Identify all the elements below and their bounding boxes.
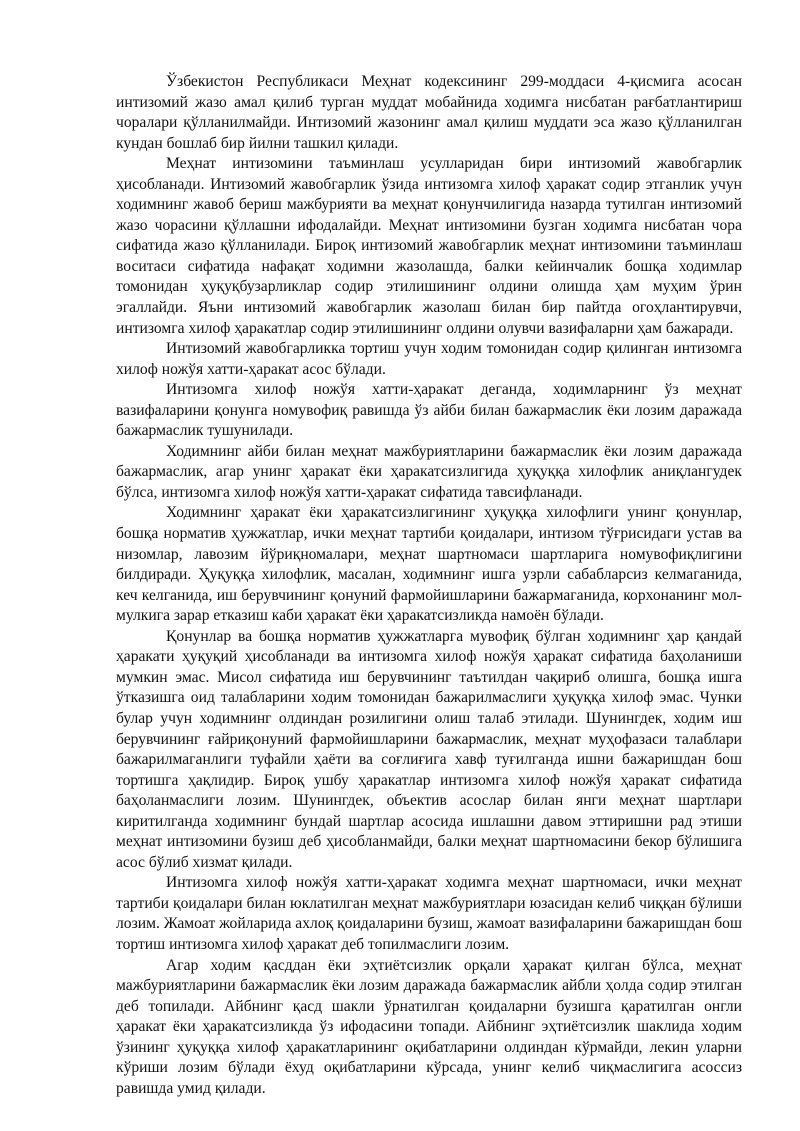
paragraph: Ходимнинг айби билан меҳнат мажбуриятларини бажармаслик ёки лозим даражада бажармаслик, агар унинг ҳаракат ёки ҳаракатсизлигида ҳуқуққа хилофлик аниқлангудек бўлса, интизомга хилоф ножўя хатти-ҳаракат сифатида тавсифланади. — [116, 442, 742, 501]
paragraph: Меҳнат интизомини таъминлаш усулларидан бири интизомий жавобгарлик ҳисобланади. Интизомий жавобгарлик ўзида интизомга хилоф ҳаракат содир этганлик учун ходимнинг жавоб бериш мажбурияти ва меҳнат қонунчилигида назарда тутилган интизомий жазо чорасини қўллашни ифодалайди. Меҳнат интизомини бузган ходимга нисбатан чора сифатида жазо қўлланилади. Бироқ интизомий жавобгарлик меҳнат интизомини таъминлаш воситаси сифатида нафақат ходимни жазолашда, балки кейинчалик бошқа ходимлар томонидан ҳуқуқбузарликлар содир этилишининг олдини олишда ҳам муҳим ўрин эгаллайди. Яъни интизомий жавобгарлик жазолаш билан бир пайтда огоҳлантирувчи, интизомга хилоф ҳаракатлар содир этилишининг олдини олувчи вазифаларни ҳам бажаради. — [116, 155, 742, 337]
document-page — [116, 72, 742, 1099]
paragraph: Агар ходим қасддан ёки эҳтиётсизлик орқали ҳаракат қилган бўлса, меҳнат мажбуриятларини бажармаслик ёки лозим даражада бажармаслик айбли ҳолда содир этилган деб топилади. Айбнинг қасд шакли ўрнатилган қоидаларни бузишга қаратилган онгли ҳаракат ёки ҳаракатсизликда ўз ифодасини топади. Айбнинг эҳтиётсизлик шаклида ходим ўзининг ҳуқуққа хилоф ҳаракатларининг оқибатларини олдиндан кўрмайди, лекин уларни кўриши лозим бўлади ёхуд оқибатларини кўрсада, унинг келиб чиқмаслигига асоссиз равишда умид қилади. — [116, 956, 742, 1097]
paragraph: Қонунлар ва бошқа норматив ҳужжатларга мувофиқ бўлган ходимнинг ҳар қандай ҳаракати ҳуқуқий ҳисобланади ва интизомга хилоф ножўя ҳаракат сифатида баҳоланиши мумкин эмас. Мисол сифатида иш берувчининг таътилдан чақириб олишга, бошқа ишга ўтказишга оид талабларини ходим томонидан бажарилмаслиги ҳуқуққа хилоф эмас. Чунки булар учун ходимнинг олдиндан розилигини олиш талаб этилади. Шунингдек, ходим иш берувчининг ғайриқонуний фармойишларини бажармаслик, меҳнат муҳофазаси талаблари бажарилмаганлиги туфайли ҳаёти ва соғлиғига хавф туғилганда ишни бажаришдан бош тортишга ҳақлидир. Бироқ ушбу ҳаракатлар интизомга хилоф ножўя ҳаракат сифатида баҳоланмаслиги лозим. Шунингдек, объектив асослар билан янги меҳнат шартлари киритилганда ходимнинг бундай шартлар асосида ишлашни давом эттиришни рад этиши меҳнат интизомини бузиш деб ҳисобланмайди, балки меҳнат шартномасини бекор бўлишига асос бўлиб хизмат қилади. — [116, 627, 742, 871]
paragraph: Ўзбекистон Республикаси Меҳнат кодексининг 299-моддаси 4-қисмига асосан интизомий жазо амал қилиб турган муддат мобайнида ходимга нисбатан рағбатлантириш чоралари қўлланилмайди. Интизомий жазонинг амал қилиш муддати эса жазо қўлланилган кундан бошлаб бир йилни ташкил қилади. — [116, 73, 742, 152]
paragraph: Интизомга хилоф ножўя хатти-ҳаракат ходимга меҳнат шартномаси, ички меҳнат тартиби қоидалари билан юклатилган меҳнат мажбуриятлари юзасидан келиб чиққан бўлиши лозим. Жамоат жойларида ахлоқ қоидаларини бузиш, жамоат вазифаларини бажаришдан бош тортиш интизомга хилоф ҳаракат деб топилмаслиги лозим. — [116, 874, 742, 953]
paragraph: Ходимнинг ҳаракат ёки ҳаракатсизлигининг ҳуқуққа хилофлиги унинг қонунлар, бошқа норматив ҳужжатлар, ички меҳнат тартиби қоидалари, интизом тўғрисидаги устав ва низомлар, лавозим йўриқномалари, меҳнат шартномаси шартларига номувофиқлигини билдиради. Ҳуқуққа хилофлик, масалан, ходимнинг ишга узрли сабабларсиз келмаганида, кеч келганида, иш берувчининг қонуний фармойишларини бажармаганида, корхонанинг мол-мулкига зарар етказиш каби ҳаракат ёки ҳаракатсизликда намоён бўлади. — [116, 504, 742, 625]
paragraph: Интизомий жавобгарликка тортиш учун ходим томонидан содир қилинган интизомга хилоф ножўя хатти-ҳаракат асос бўлади. — [116, 340, 742, 378]
paragraph: Интизомга хилоф ножўя хатти-ҳаракат деганда, ходимларнинг ўз меҳнат вазифаларини қонунга номувофиқ равишда ўз айби билан бажармаслик ёки лозим даражада бажармаслик тушунилади. — [116, 381, 742, 440]
